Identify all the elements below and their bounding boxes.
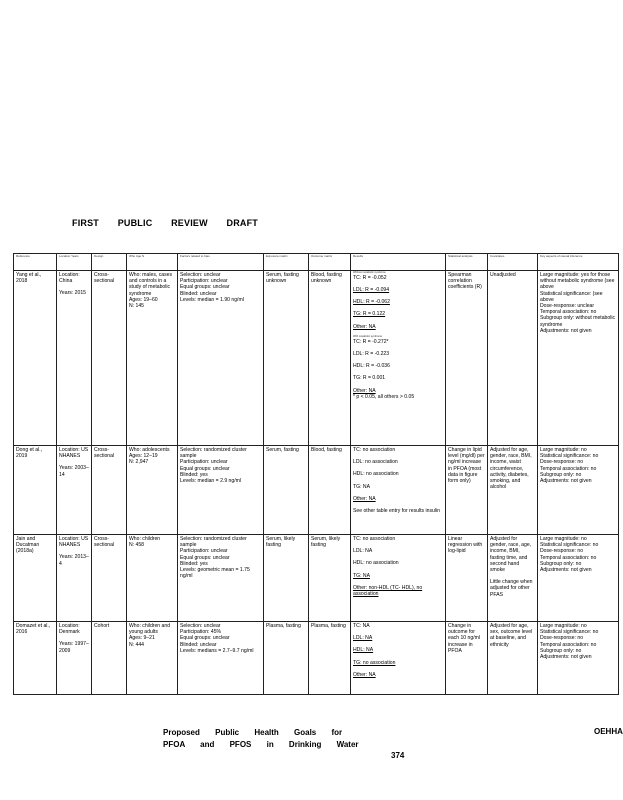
exposure-cell: Serum, fasting bbox=[264, 446, 309, 535]
location-cell: Location: Denmark Years: 1997–2009 bbox=[57, 622, 92, 695]
study-table bbox=[13, 253, 619, 695]
exposure-cell: Serum, likely fasting bbox=[264, 535, 309, 622]
reference-cell: Dong et al., 2019 bbox=[14, 446, 57, 535]
population-cell: Who: adolescents Ages: 12–19 N: 2,947 bbox=[127, 446, 178, 535]
location-cell: Location: China Years: 2015 bbox=[57, 271, 92, 446]
col-header: Exposure matrix bbox=[264, 254, 309, 271]
outcome-cell: Serum, likely fasting bbox=[309, 535, 351, 622]
population-cell: Who: children N: 458 bbox=[127, 535, 178, 622]
location-cell: Location: US NHANES Years: 2003–14 bbox=[57, 446, 92, 535]
table-row bbox=[14, 535, 619, 622]
reference-cell: Domazet et al., 2016 bbox=[14, 622, 57, 695]
bias-cell: Selection: randomized cluster sample Participation: unclear Equal groups: unclear Blinded: yes Levels: median = 2.9 ng/ml bbox=[178, 446, 264, 535]
causal-cell: Large magnitude: yes for those without metabolic syndrome (see above Statistical significance: (see above Dose-response: unclear Temporal association: no Subgroup only: without metabolic syndrome Adjustments: not given bbox=[538, 271, 619, 446]
causal-cell: Large magnitude: no Statistical significance: no Dose-response: no Temporal association: no Subgroup only: no Adjustments: not given bbox=[538, 622, 619, 695]
population-cell: Who: children and young adults Ages: 9–21 N: 444 bbox=[127, 622, 178, 695]
col-header: Factors related to bias bbox=[178, 254, 264, 271]
causal-cell: Large magnitude: no Statistical significance: no Dose-response: no Temporal association: no Subgroup only: no Adjustments: not given bbox=[538, 535, 619, 622]
footer-title-line-2: PFOA and PFOS in Drinking Water bbox=[163, 739, 359, 749]
reference-cell: Yang et al., 2018 bbox=[14, 271, 57, 446]
design-cell: Cohort bbox=[92, 622, 127, 695]
bias-cell: Selection: unclear Participation: 45% Equal groups: unclear Blinded: unclear Levels: medians = 2.7–9.7 ng/ml bbox=[178, 622, 264, 695]
results-cell: TC: NA LDL: NA HDL: NA TG: no association Other: NA bbox=[351, 622, 446, 695]
outcome-cell: Blood, fasting bbox=[309, 446, 351, 535]
exposure-cell: Serum, fasting unknown bbox=[264, 271, 309, 446]
design-cell: Cross-sectional bbox=[92, 271, 127, 446]
results-cell: TC: no association LDL: no association HDL: no association TG: NA Other: NA See other table entry for results insulin bbox=[351, 446, 446, 535]
col-header: Design bbox=[92, 254, 127, 271]
statistics-cell: Change in lipid level (mg/dl) per ng/ml increase in PFOA (most data in figure form only) bbox=[446, 446, 488, 535]
outcome-cell: Plasma, fasting bbox=[309, 622, 351, 695]
footer-org: OEHHA bbox=[594, 727, 623, 736]
col-header: Reference bbox=[14, 254, 57, 271]
statistics-cell: Change in outcome for each 10 ng/ml increase in PFOA bbox=[446, 622, 488, 695]
col-header: Statistical analysis bbox=[446, 254, 488, 271]
page-number: 374 bbox=[391, 751, 405, 760]
table-row bbox=[14, 446, 619, 535]
location-cell: Location: US NHANES Years: 2013–4 bbox=[57, 535, 92, 622]
bias-cell: Selection: unclear Participation: unclear Equal groups: unclear Blinded: unclear Levels: median = 1.90 ng/ml bbox=[178, 271, 264, 446]
results-cell: Without metabolic syndrome TC: R = -0.052 LDL: R = -0.094 HDL: R = -0.062 TG: R = 0.122 Other: NA With metabolic syndrome TC: R = -0.272* LDL: R = -0.223 HDL: R = -0.036 TG: R = 0.001 Other: NA * p < 0.05, all others > 0.05 bbox=[351, 271, 446, 446]
outcome-cell: Blood, fasting unknown bbox=[309, 271, 351, 446]
table-row bbox=[14, 622, 619, 695]
col-header: Key aspects of causal inference bbox=[538, 254, 619, 271]
statistics-cell: Spearman correlation coefficients (R) bbox=[446, 271, 488, 446]
population-cell: Who: males, cases and controls in a study of metabolic syndrome Ages: 19–60 N: 145 bbox=[127, 271, 178, 446]
bias-cell: Selection: randomized cluster sample Participation: unclear Equal groups: unclear Blinded: yes Levels: geometric mean = 1.75 ng/ml bbox=[178, 535, 264, 622]
covariates-cell: Adjusted for age, sex, outcome level at baseline, and ethnicity bbox=[488, 622, 538, 695]
draft-header: FIRST PUBLIC REVIEW DRAFT bbox=[72, 218, 258, 228]
design-cell: Cross-sectional bbox=[92, 535, 127, 622]
footer-title-line-1: Proposed Public Health Goals for bbox=[163, 728, 343, 737]
statistics-cell: Linear regression with log-lipid bbox=[446, 535, 488, 622]
reference-cell: Jain and Ducatman (2018a) bbox=[14, 535, 57, 622]
covariates-cell: Unadjusted bbox=[488, 271, 538, 446]
col-header: Results bbox=[351, 254, 446, 271]
design-cell: Cross-sectional bbox=[92, 446, 127, 535]
exposure-cell: Plasma, fasting bbox=[264, 622, 309, 695]
col-header: Location Years bbox=[57, 254, 92, 271]
covariates-cell: Adjusted for age, gender, race, BMI, income, waist circumference, activity, diabetes, smoking, and alcohol bbox=[488, 446, 538, 535]
col-header: Covariates bbox=[488, 254, 538, 271]
causal-cell: Large magnitude: no Statistical significance: no Dose-response: no Temporal association: no Subgroup only: no Adjustments: not given bbox=[538, 446, 619, 535]
col-header: Who Age N bbox=[127, 254, 178, 271]
results-cell: TC: no association LDL: NA HDL: no association TG: NA Other: non-HDL (TC- HDL), no association bbox=[351, 535, 446, 622]
table-row bbox=[14, 271, 619, 446]
covariates-cell: Adjusted for gender, race, age, income, BMI, fasting time, and second hand smoke Little change when adjusted for other PFAS bbox=[488, 535, 538, 622]
col-header: Outcome matrix bbox=[309, 254, 351, 271]
footer-title bbox=[163, 727, 359, 750]
table-header-row bbox=[14, 254, 619, 271]
